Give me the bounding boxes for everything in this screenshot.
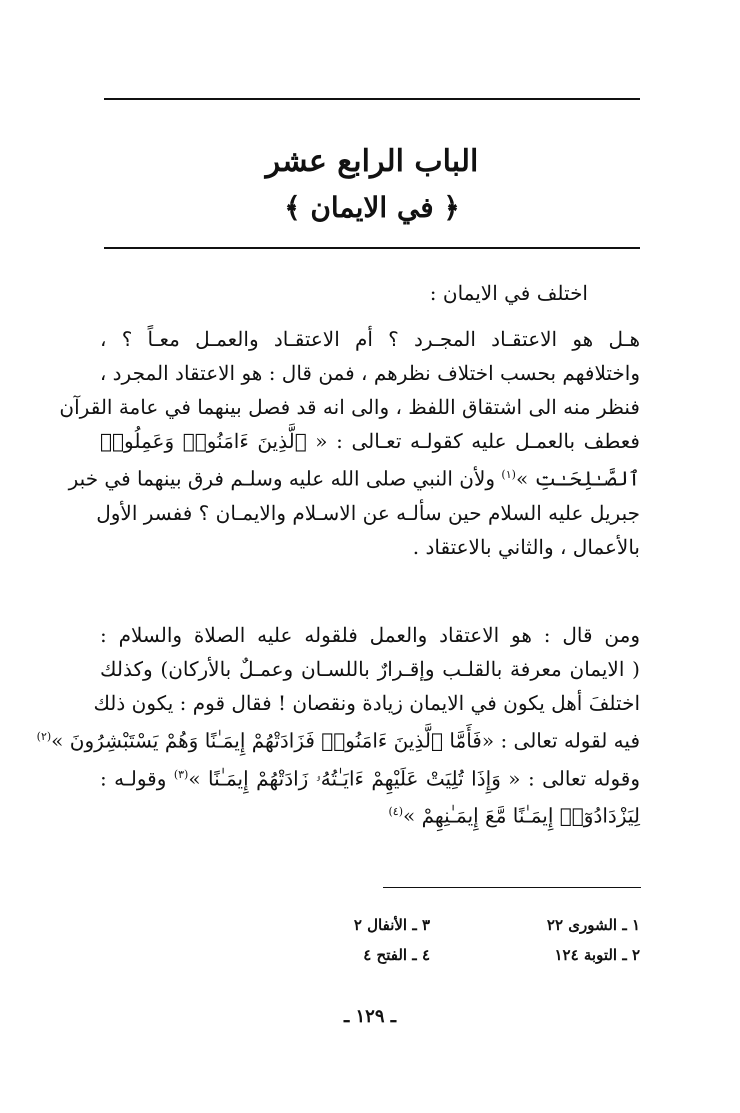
text-line [100, 795, 640, 833]
text-line [36, 720, 640, 758]
header-rule [104, 247, 640, 249]
footnote-item: ١ ـ الشورى ٢٢ [546, 916, 640, 934]
text-line: بالأعمال ، والثاني بالاعتقاد . [412, 534, 640, 559]
paragraph-1 [59, 322, 640, 564]
quran-quote: وقوله تعالى : « وَإِذَا تُلِيَتْ عَلَيْهِمْ ءَايَـٰتُهُۥ زَادَتْهُمْ إِيمَـٰنًا » [188, 766, 640, 791]
footnote-marker-3: (٣) [173, 767, 189, 781]
page-number: ـ ١٢٩ ـ [343, 1006, 397, 1027]
footnote-marker-4: (٤) [388, 805, 403, 819]
quran-quote: فيه لقوله تعالى : «فَأَمَّا ٱلَّذِينَ ءَامَنُوا۟ فَزَادَتْهُمْ إِيمَـٰنًا وَهُمْ يَسْتَبْشِرُونَ » [51, 728, 640, 753]
chapter-subtitle: ﴿ في الايمان ﴾ [284, 191, 460, 224]
footnote-item: ٣ ـ الأنفال ٢ [353, 916, 430, 934]
text-line: ومن قال : هو الاعتقاد والعمل فلقوله عليه الصلاة والسلام : [100, 623, 640, 647]
text-line: هـل هو الاعتقـاد المجـرد ؟ أم الاعتقـاد والعمـل معـاً ؟ ، [100, 327, 640, 351]
footnote-rule [383, 887, 641, 888]
text-line [68, 458, 640, 496]
text-line: واختلافهم بحسب اختلاف نظرهم ، فمن قال : هو الاعتقاد المجرد ، [99, 361, 640, 385]
footnote-item: ٤ ـ الفتح ٤ [363, 946, 430, 964]
text-continuation: وقولـه : [100, 766, 174, 791]
footnote-row [260, 940, 640, 970]
footnote-marker-2: (٢) [36, 730, 52, 743]
top-rule [104, 98, 640, 100]
chapter-title: الباب الرابع عشر [265, 144, 479, 179]
text-line: فنظر منه الى اشتقاق اللفظ ، والى انه قد فصل بينهما في عامة القرآن [59, 395, 640, 419]
section-heading: اختلف في الايمان : [429, 281, 588, 305]
footnote-item: ٢ ـ التوبة ١٢٤ [554, 946, 640, 964]
text-line: اختلفَ أهل يكون في الايمان زيادة ونقصان ! فقال قوم : يكون ذلك [93, 691, 640, 715]
text-line: جبريل عليه السلام حين سألـه عن الاسـلام والايمـان ؟ ففسر الأول [96, 500, 640, 525]
text-line: فعطف بالعمـل عليه كقولـه تعـالى : « ٱلَّذِينَ ءَامَنُوا۟ وَعَمِلُوا۟ [100, 429, 640, 453]
footnote-row [260, 910, 640, 940]
quran-quote: لِيَزْدَادُوٓا۟ إِيمَـٰنًا مَّعَ إِيمَـٰنِهِمْ » [402, 803, 640, 828]
paragraph-2 [36, 618, 640, 833]
text-line [100, 758, 640, 796]
footnote-marker-1: (١) [501, 468, 516, 481]
footnotes [260, 910, 640, 970]
text-line: ( الايمان معرفة بالقلـب وإقـرارٌ باللسـان وعمـلٌ بالأركان) وكذلك [100, 657, 640, 681]
text-continuation: ولأن النبي صلى الله عليه وسلـم فرق بينهما في خبر [68, 466, 502, 491]
quran-quote: ٱلصَّـٰلِحَـٰتِ » [515, 466, 640, 491]
